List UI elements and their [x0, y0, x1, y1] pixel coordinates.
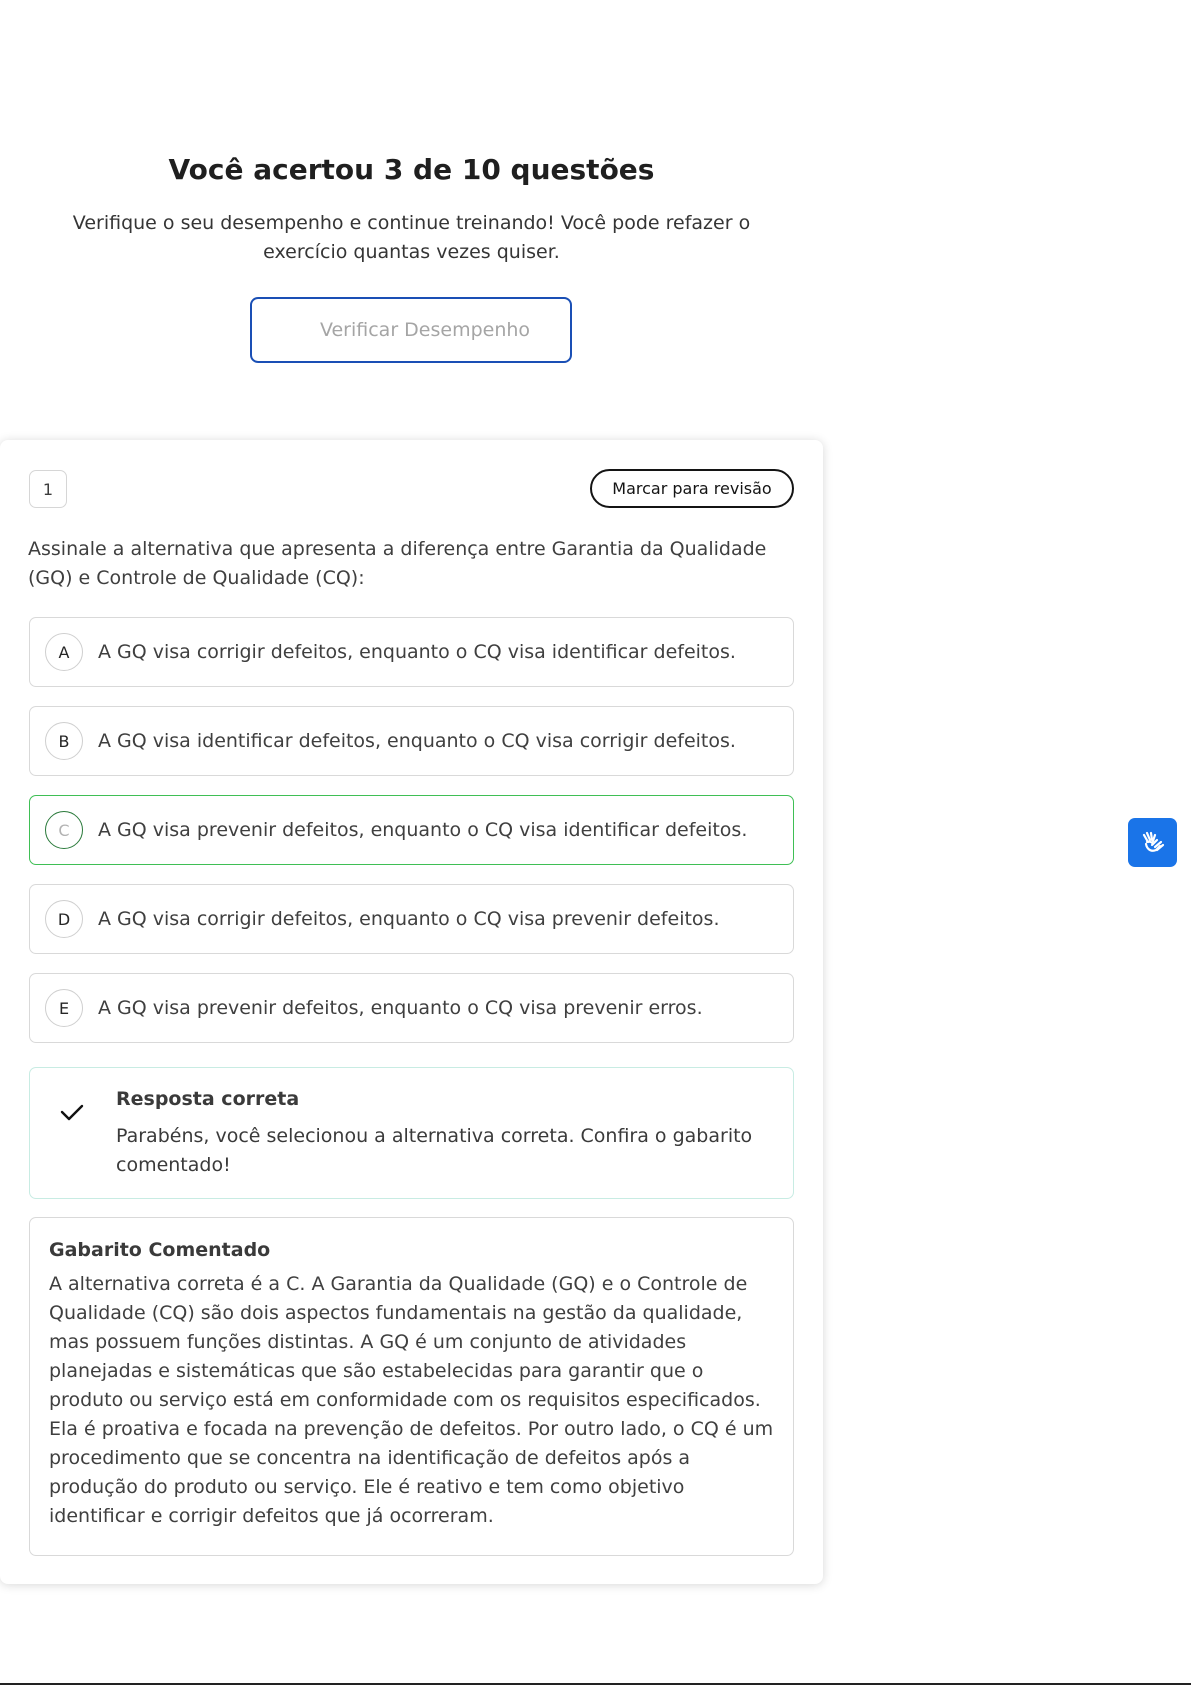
option-text: A GQ visa corrigir defeitos, enquanto o CQ visa identificar defeitos. — [98, 641, 736, 663]
option-text: A GQ visa prevenir defeitos, enquanto o CQ visa identificar defeitos. — [98, 819, 748, 841]
option-c-correct[interactable] — [29, 795, 794, 865]
check-performance-button[interactable]: Verificar Desempenho — [250, 297, 572, 363]
option-e[interactable] — [29, 973, 794, 1043]
commented-answer-title: Gabarito Comentado — [49, 1239, 271, 1261]
option-letter: D — [45, 900, 83, 938]
option-letter: B — [45, 722, 83, 760]
question-statement: Assinale a alternativa que apresenta a diferença entre Garantia da Qualidade (GQ) e Controle de Qualidade (CQ): — [28, 538, 767, 589]
question-number-badge: 1 — [29, 470, 67, 508]
option-text: A GQ visa corrigir defeitos, enquanto o CQ visa prevenir defeitos. — [98, 908, 720, 930]
option-d[interactable] — [29, 884, 794, 954]
sign-language-hands-icon — [1138, 828, 1168, 858]
commented-answer-text: A alternativa correta é a C. A Garantia da Qualidade (GQ) e o Controle de Qualidade (CQ) são dois aspectos fundamentais na gestão da qualidade, mas possuem funções distintas. A GQ é um conjunto de atividades planejadas e sistemáticas que são estabelecidas para garantir que o produto ou serviço está em conformidade com os requisitos especificados. Ela é proativa e focada na prevenção de defeitos. Por outro lado, o CQ é um procedimento que se concentra na identificação de defeitos após a produção do produto ou serviço. Ele é reativo e tem como objetivo identificar e corrigir defeitos que já ocorreram. — [49, 1273, 774, 1527]
mark-for-review-button[interactable]: Marcar para revisão — [590, 469, 794, 508]
answer-feedback — [29, 1067, 794, 1199]
result-title: Você acertou 3 de 10 questões — [168, 153, 655, 186]
option-letter: C — [45, 811, 83, 849]
sign-language-button[interactable] — [1128, 818, 1177, 867]
commented-answer — [29, 1217, 794, 1556]
question-card — [0, 440, 823, 1584]
feedback-title: Resposta correta — [116, 1088, 300, 1110]
option-letter: A — [45, 633, 83, 671]
option-text: A GQ visa identificar defeitos, enquanto o CQ visa corrigir defeitos. — [98, 730, 736, 752]
option-letter: E — [45, 989, 83, 1027]
option-b[interactable] — [29, 706, 794, 776]
option-a[interactable] — [29, 617, 794, 687]
feedback-text: Parabéns, você selecionou a alternativa correta. Confira o gabarito comentado! — [116, 1125, 753, 1176]
option-text: A GQ visa prevenir defeitos, enquanto o CQ visa prevenir erros. — [98, 997, 703, 1019]
check-icon — [58, 1098, 86, 1126]
result-description: Verifique o seu desempenho e continue treinando! Você pode refazer o exercício quantas vezes quiser. — [72, 212, 751, 263]
